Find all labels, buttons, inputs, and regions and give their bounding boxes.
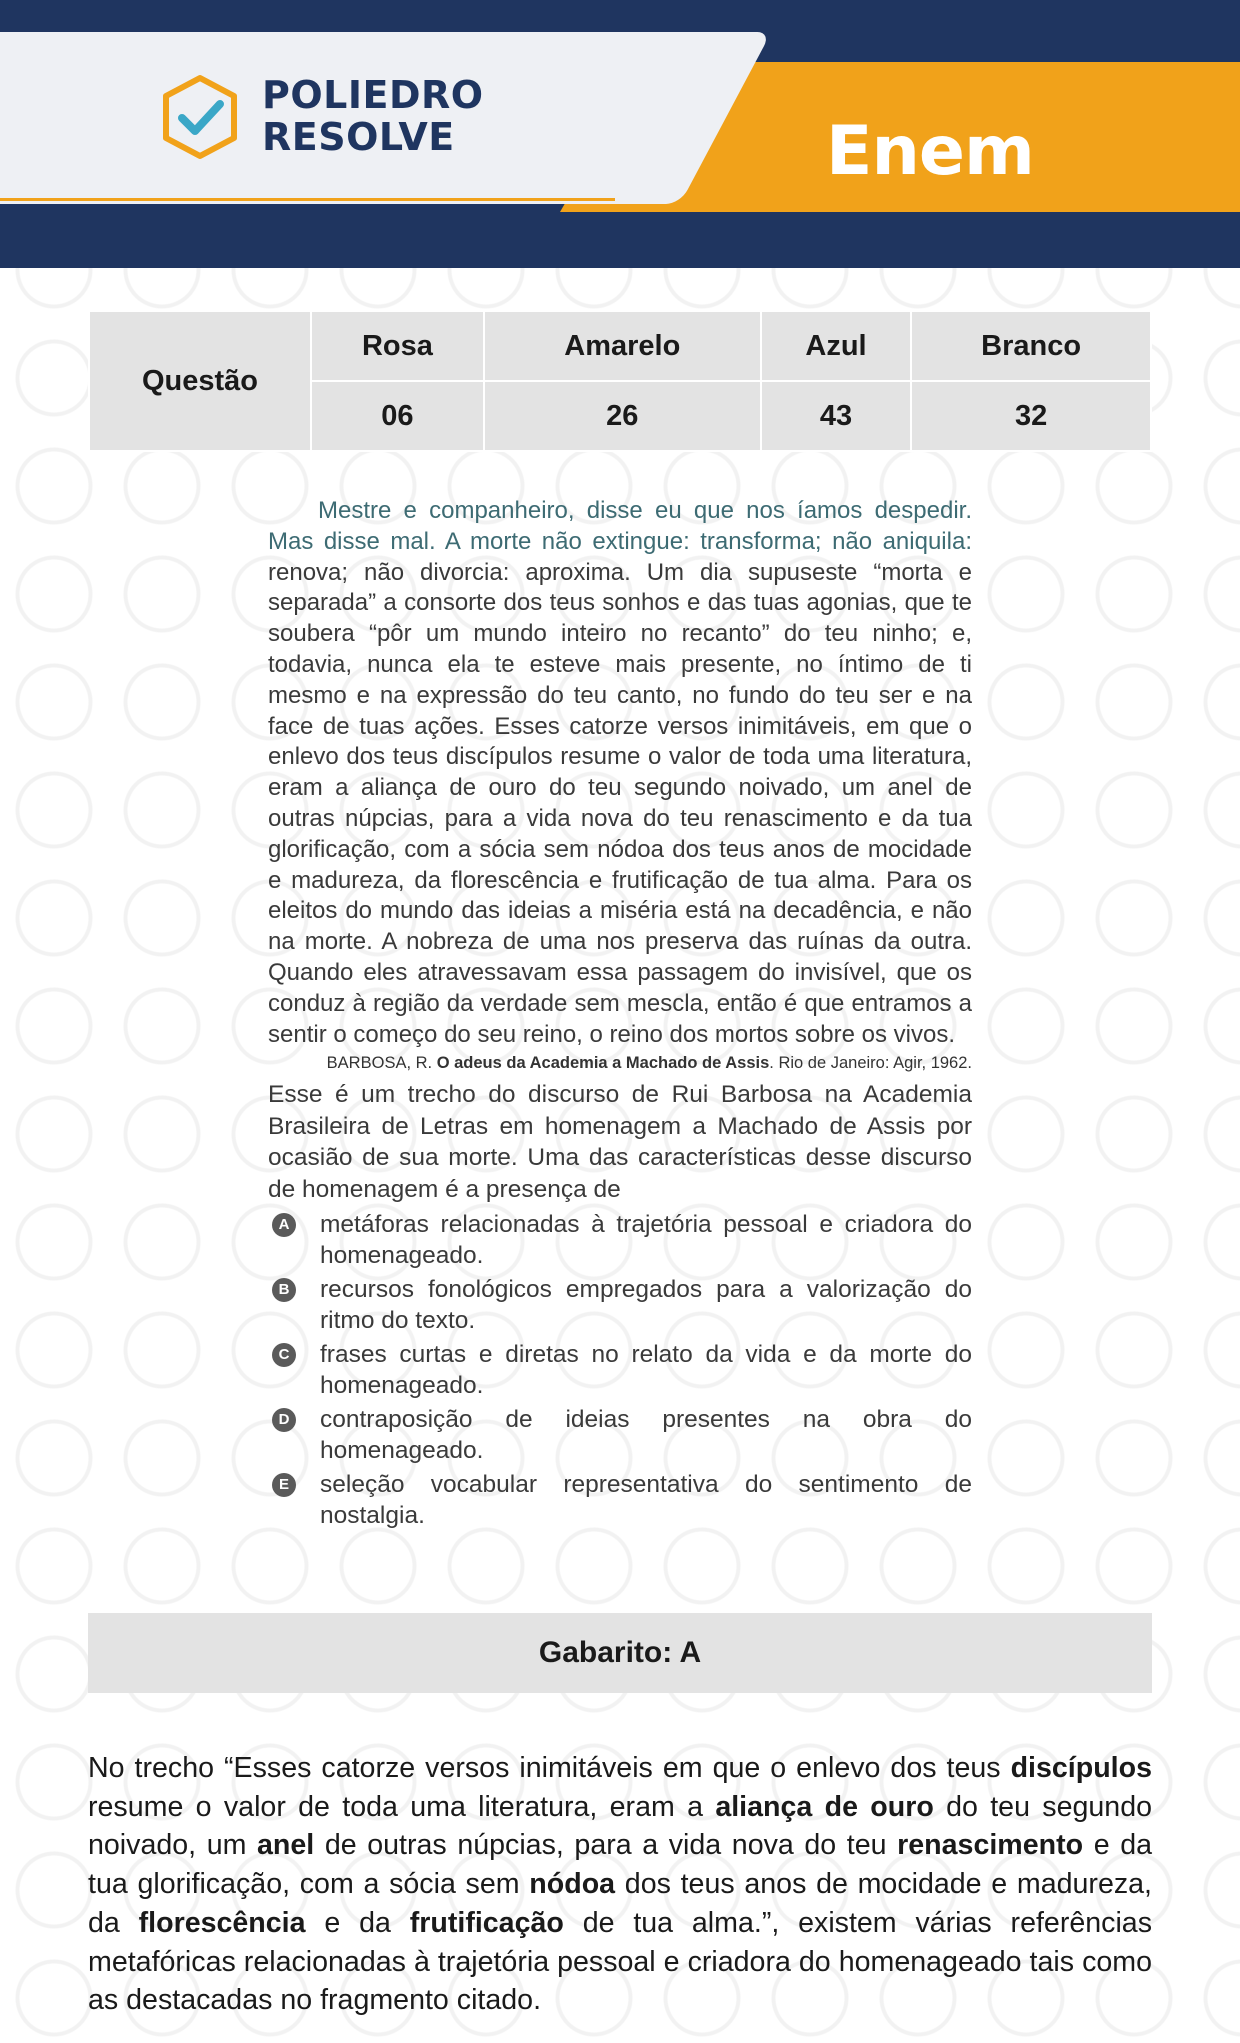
question-number-azul: 43 [761, 381, 911, 451]
color-header-rosa: Rosa [311, 311, 484, 381]
explanation-text: dos teus anos de mocidade e madureza, da [88, 1868, 1152, 1939]
checkmark-hexagon-icon [160, 74, 240, 160]
question-body [268, 496, 972, 1534]
explanation-highlight: discípulos [1010, 1752, 1152, 1784]
option-text: contraposição de ideias presentes na obra do homenageado. [320, 1406, 972, 1465]
option-letter-badge: A [272, 1213, 296, 1237]
citation-publisher: . Rio de Janeiro: Agir, 1962. [769, 1054, 972, 1073]
question-stem: Esse é um trecho do discurso de Rui Barbosa na Academia Brasileira de Letras em homenagem a Machado de Assis por ocasião de sua morte. Uma das características desse discurso de homenagem é a presença de [268, 1081, 972, 1203]
explanation-highlight: frutificação [409, 1906, 564, 1939]
explanation-highlight: nódoa [529, 1868, 616, 1901]
explanation-highlight: aliança de ouro [715, 1790, 934, 1823]
option-c [268, 1339, 972, 1401]
option-letter-badge: C [272, 1343, 296, 1367]
color-header-amarelo: Amarelo [484, 311, 761, 381]
explanation-highlight: renascimento [897, 1829, 1084, 1862]
option-b [268, 1274, 972, 1336]
table-row [89, 311, 1151, 381]
passage-highlighted-start: Mestre e companheiro, disse eu que nos íamos despedir. Mas disse mal. A morte não extingue: transforma; não aniquila: [268, 497, 972, 555]
explanation-text: No trecho “Esses catorze versos inimitáveis em que o enlevo dos teus [88, 1752, 1011, 1784]
answer-key-bar: Gabarito: A [88, 1613, 1152, 1693]
explanation-text: e da tua glorificação, com a sócia sem [88, 1829, 1152, 1901]
option-text: metáforas relacionadas à trajetória pessoal e criadora do homenageado. [320, 1211, 972, 1270]
passage-citation [268, 1054, 972, 1073]
question-number-rosa: 06 [311, 381, 484, 451]
explanation-highlight: anel [257, 1829, 315, 1862]
explanation-text: do teu segundo noivado, um [88, 1790, 1153, 1862]
option-a [268, 1209, 972, 1271]
question-number-branco: 32 [911, 381, 1151, 451]
explanation-text: de tua alma.”, existem várias referências metafóricas relacionadas à trajetória pessoal e criadora do homenageado tais como as destacadas no fragmento citado. [88, 1906, 1153, 2017]
option-letter-badge: E [272, 1473, 296, 1497]
explanation-text: resume o valor de toda uma literatura, eram a [88, 1790, 716, 1823]
explanation-highlight: florescência [138, 1906, 306, 1939]
option-d [268, 1404, 972, 1466]
answer-explanation [88, 1749, 1152, 2020]
explanation-text: e da [305, 1906, 410, 1939]
color-header-azul: Azul [761, 311, 911, 381]
passage-text: renova; não divorcia: aproxima. Um dia supuseste “morta e separada” a consorte dos teus sonhos e das tuas agonias, que te soubera “pôr um mundo inteiro no recanto” do teu ninho; e, todavia, nunca ela te esteve mais presente, no íntimo de ti mesmo e na expressão do teu canto, no fundo do teu ser e na face de tuas ações. Esses catorze versos inimitáveis, em que o enlevo dos teus discípulos resume o valor de toda uma literatura, eram a aliança de ouro do teu segundo noivado, um anel de outras núpcias, para a vida nova do teu renascimento e da tua glorificação, com a sócia sem nódoa dos teus anos de mocidade e madureza, da florescência e frutificação de tua alma. Para os eleitos do mundo das ideias a miséria está na decadência, e não na morte. A nobreza de uma nos preserva das ruínas da outra. Quando eles atravessavam essa passagem do invisível, que os conduz à região da verdade sem mescla, então é que entramos a sentir o começo do seu reino, o reino dos mortos sobre os vivos. [268, 558, 972, 1048]
option-letter-badge: B [272, 1278, 296, 1302]
brand-line-1: POLIEDRO [262, 73, 484, 117]
option-text: seleção vocabular representativa do sentimento de nostalgia. [320, 1471, 972, 1530]
citation-author: BARBOSA, R. [326, 1054, 437, 1073]
brand-logo-text [262, 74, 484, 158]
option-text: recursos fonológicos empregados para a valorização do ritmo do texto. [320, 1276, 972, 1335]
header-orange-stripe [0, 198, 615, 201]
question-number-table [88, 310, 1152, 452]
page-header [0, 0, 1240, 268]
brand-line-2: RESOLVE [262, 115, 455, 159]
exam-title: Enem [826, 112, 1034, 191]
explanation-text: de outras núpcias, para a vida nova do teu [314, 1829, 898, 1862]
question-label: Questão [89, 311, 311, 451]
option-e [268, 1469, 972, 1531]
citation-title: O adeus da Academia a Machado de Assis [436, 1054, 770, 1073]
option-letter-badge: D [272, 1408, 296, 1432]
color-header-branco: Branco [911, 311, 1151, 381]
question-passage [268, 496, 972, 1050]
question-number-amarelo: 26 [484, 381, 761, 451]
option-text: frases curtas e diretas no relato da vida e da morte do homenageado. [320, 1341, 972, 1400]
